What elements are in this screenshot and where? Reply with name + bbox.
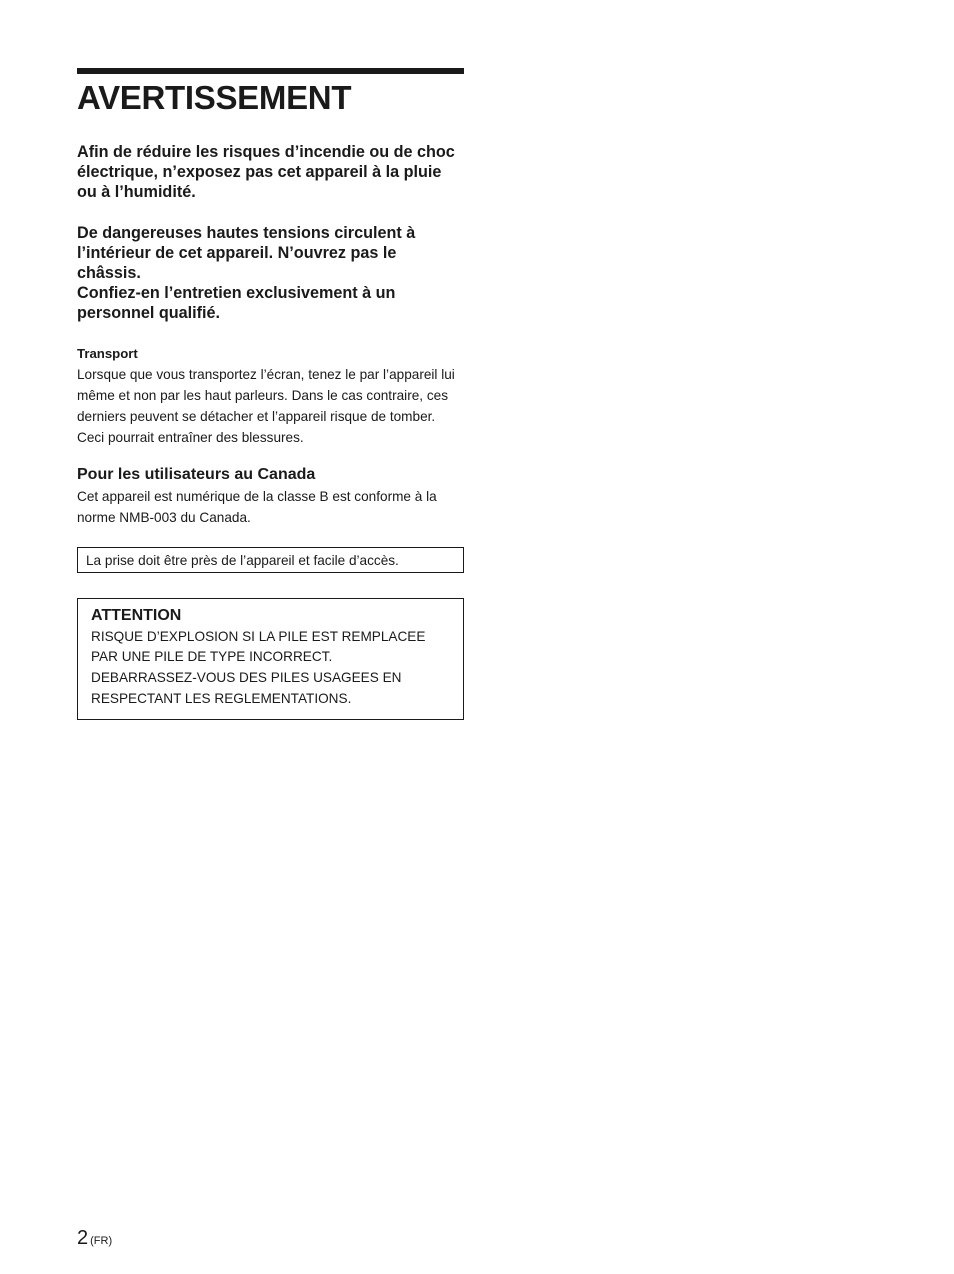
transport-section: [77, 345, 464, 448]
page-footer: [77, 1227, 112, 1252]
content-column: [77, 68, 464, 720]
page-number: 2: [77, 1227, 89, 1249]
title-rule: [77, 68, 464, 74]
transport-heading: Transport: [77, 345, 138, 361]
canada-text: Cet appareil est numérique de la classe B est conforme à la norme NMB-003 du Canada.: [77, 488, 437, 525]
page-title: AVERTISSEMENT: [77, 79, 352, 116]
attention-line: DEBARRASSEZ-VOUS DES PILES USAGEES EN: [91, 670, 402, 686]
attention-line: RESPECTANT LES REGLEMENTATIONS.: [91, 691, 352, 707]
warning-high-voltage: De dangereuses hautes tensions circulent à l’intérieur de cet appareil. N’ouvrez pas le châssis.: [77, 223, 416, 283]
warning-fire-shock: Afin de réduire les risques d’incendie ou de choc électrique, n’exposez pas cet appareil à la pluie ou à l’humidité.: [77, 143, 455, 202]
attention-box: [77, 598, 464, 720]
canada-heading: Pour les utilisateurs au Canada: [77, 465, 316, 483]
attention-title: ATTENTION: [91, 606, 182, 624]
canada-section: [77, 465, 464, 528]
language-code: (FR): [90, 1235, 113, 1247]
warning-service: Confiez-en l’entretien exclusivement à un personnel qualifié.: [77, 284, 396, 323]
attention-line: PAR UNE PILE DE TYPE INCORRECT.: [91, 649, 333, 665]
outlet-note-box: La prise doit être près de l’appareil et facile d’accès.: [77, 547, 464, 573]
transport-text: Lorsque que vous transportez l’écran, tenez le par l’appareil lui même et non par les haut parleurs. Dans le cas contraire, ces derniers peuvent se détacher et l’appareil risque de tomber. Ceci pourrait entraîner des blessures.: [77, 366, 455, 445]
attention-line: RISQUE D’EXPLOSION SI LA PILE EST REMPLACEE: [91, 628, 426, 644]
attention-text: [91, 627, 450, 710]
